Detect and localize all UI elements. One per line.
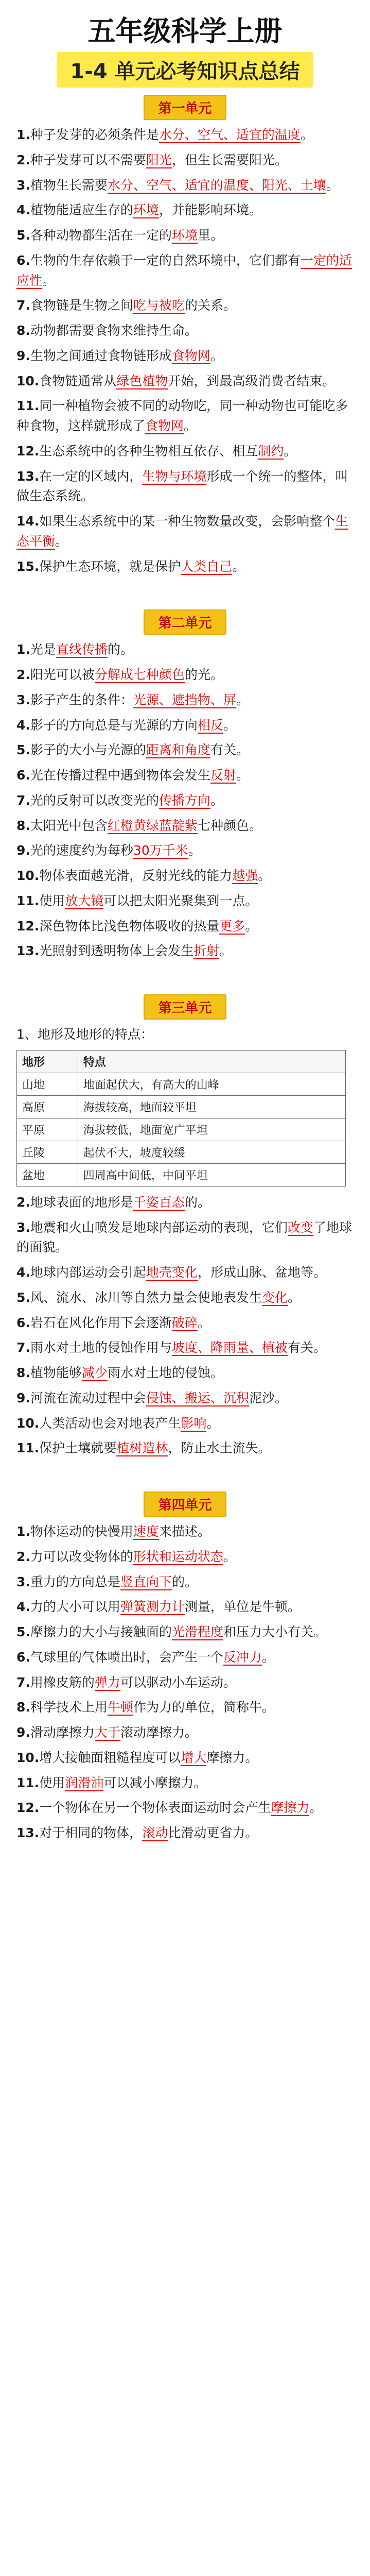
item-text: 一个物体在另一个物体表面运动时会产生 [39,1800,271,1816]
item-keyword: 增大 [181,1750,207,1765]
item-number: 12. [16,443,40,459]
item-number: 4. [16,1265,30,1280]
list-item [16,866,354,886]
item-text: 保护生态环境，就是保护 [39,558,181,574]
unit3-list [16,1193,354,1459]
item-text: 影子产生的条件： [30,692,133,707]
list-item [16,640,354,660]
item-keyword: 植树造林 [116,1440,168,1456]
item-text: 科学技术上用 [30,1700,108,1715]
item-keyword: 弹簧测力计 [120,1599,185,1615]
item-tail: 来描述。 [158,1524,210,1539]
list-item [16,512,354,552]
item-keyword: 折射 [193,943,220,959]
item-tail: 。 [210,348,223,363]
item-keyword: 地壳变化 [146,1265,198,1280]
list-item [16,1193,354,1213]
item-keyword: 水分、空气、适宜的温度、阳光、土壤 [107,177,326,193]
landform-name: 盆地 [17,1163,78,1186]
item-tail: 。 [309,1800,323,1816]
item-number: 9. [16,843,30,858]
item-text: 生物之间通过食物链形成 [30,348,172,363]
item-tail: 。 [261,1649,275,1665]
item-tail: 。 [42,273,56,288]
item-number: 1. [16,642,30,657]
item-tail: 和压力大小有关。 [223,1624,326,1639]
item-keyword: 更多 [219,918,245,934]
list-item [16,1288,354,1308]
landform-name: 山地 [17,1073,78,1095]
item-text: 雨水对土地的侵蚀作用与 [30,1340,172,1355]
landform-name: 平原 [17,1118,78,1141]
list-item [16,296,354,316]
item-text: 太阳光中包含 [30,818,108,833]
item-tail: 摩擦力。 [206,1750,258,1765]
unit4-list [16,1522,354,1843]
item-tail: 可以减小摩擦力。 [103,1775,207,1790]
landform-feature: 四周高中间低，中间平坦 [78,1163,345,1186]
item-tail: 泥沙。 [249,1390,288,1405]
list-item [16,226,354,246]
item-tail: 。 [184,418,197,433]
item-text: 力可以改变物体的 [30,1549,133,1564]
unit2-list [16,640,354,961]
list-item [16,1773,354,1793]
item-keyword: 变化 [261,1290,288,1305]
item-number: 6. [16,768,30,783]
item-keyword: 坡度、降雨量、植被 [171,1340,288,1355]
item-number: 4. [16,1599,30,1615]
item-keyword: 竖直向下 [120,1574,172,1589]
item-keyword: 滚动 [142,1825,168,1840]
item-number: 12. [16,1800,40,1816]
item-text: 食物链通常从 [39,373,117,388]
item-text: 影子的方向总是与光源的方向 [30,717,198,733]
table-row [17,1163,346,1186]
item-keyword: 放大镜 [65,893,104,908]
item-number: 2. [16,1549,30,1564]
item-number: 6. [16,1315,30,1330]
item-text: 光照射到透明物体上会发生 [39,943,194,959]
item-number: 7. [16,792,30,808]
list-item [16,150,354,171]
item-tail: 的。 [171,1574,198,1589]
item-tail: 了地球的面貌。 [16,1219,352,1255]
list-item [16,1522,354,1542]
item-tail: 。 [55,533,68,549]
item-tail: 七种颜色。 [197,818,262,833]
item-keyword: 食物网 [171,348,210,363]
item-text: 光在传播过程中遇到物体会发生 [30,768,210,783]
list-item [16,1313,354,1333]
unit3-heading-wrap [16,994,354,1020]
item-number: 3. [16,1574,30,1589]
item-number: 11. [16,398,40,414]
item-tail: ，但生长需要阳光。 [171,152,288,167]
item-text: 使用 [39,1775,65,1790]
item-keyword: 阳光 [146,152,172,167]
list-item [16,1622,354,1642]
item-tail: 形成一个统一的整体，叫做生态系统。 [16,468,348,504]
item-keyword: 食物网 [145,418,184,433]
landform-feature: 地面起伏大，有高大的山峰 [78,1073,345,1095]
item-number: 9. [16,1390,30,1405]
item-number: 14. [16,514,40,529]
item-tail: 。 [210,792,223,808]
item-tail: 。 [219,943,233,959]
item-text: 力的大小可以用 [30,1599,120,1615]
list-item [16,1388,354,1409]
item-keyword: 光源、遮挡物、屏 [133,692,236,707]
table-row [17,1118,346,1141]
item-keyword: 弹力 [94,1674,120,1690]
item-tail: 测量，单位是牛顿。 [184,1599,301,1615]
list-item [16,200,354,221]
item-keyword: 生态平衡 [16,514,348,549]
item-text: 生态系统中的各种生物相互依存、相互 [39,443,258,459]
table-row [17,1095,346,1118]
unit2-heading-wrap [16,609,354,635]
item-number: 1. [16,127,30,142]
item-tail: 。 [223,1549,236,1564]
item-keyword: 改变 [287,1219,313,1235]
list-item [16,1798,354,1818]
item-text: 如果生态系统中的某一种生物数量改变，会影响整个 [39,514,336,529]
item-number: 3. [16,177,30,193]
unit3-table-caption: 1、地形及地形的特点： [16,1027,153,1042]
page-subtitle: 1-4 单元必考知识点总结 [57,52,313,88]
landform-name: 丘陵 [17,1141,78,1163]
item-tail: ，并能影响环境。 [158,202,262,218]
list-item [16,176,354,196]
item-keyword: 环境 [133,202,159,218]
list-item [16,371,354,392]
item-number: 5. [16,1624,30,1639]
list-item [16,1723,354,1743]
item-number: 13. [16,468,40,484]
item-text: 滑动摩擦力 [30,1725,95,1740]
item-tail: ，防止水土流失。 [168,1440,271,1456]
item-keyword: 润滑油 [65,1775,104,1790]
list-item [16,1698,354,1718]
item-tail: 有关。 [210,742,249,758]
item-text: 地球表面的地形是 [30,1194,133,1210]
item-tail: 的光。 [184,667,223,682]
list-item [16,1263,354,1283]
item-text: 物体运动的快慢用 [30,1524,133,1539]
item-text: 地球内部运动会引起 [30,1265,146,1280]
list-item [16,1218,354,1258]
item-tail: 。 [326,177,339,193]
item-text: 岩石在风化作用下会逐渐 [30,1315,172,1330]
item-tail: 。 [236,768,249,783]
unit2-heading: 第二单元 [144,609,226,635]
landform-feature: 起伏不大，坡度较缓 [78,1141,345,1163]
item-text: 深色物体比浅色物体吸收的热量 [39,918,220,934]
item-number: 2. [16,1194,30,1210]
item-number: 13. [16,943,40,959]
item-text: 种子发芽可以不需要 [30,152,146,167]
landform-table-wrap [16,1050,354,1187]
item-text: 在一定的区域内， [39,468,143,484]
item-tail: 作为力的单位，简称牛。 [133,1700,275,1715]
item-tail: 里。 [197,228,223,243]
item-keyword: 摩擦力 [271,1800,310,1816]
list-item [16,841,354,861]
item-number: 8. [16,1365,30,1380]
item-keyword: 大于 [94,1725,120,1740]
unit3-heading: 第三单元 [144,994,226,1020]
item-keyword: 直线传播 [56,642,108,657]
list-item [16,467,354,507]
item-keyword: 牛顿 [107,1700,133,1715]
item-number: 2. [16,152,30,167]
list-item [16,321,354,341]
item-keyword: 一定的适应性 [16,252,352,288]
item-tail: 。 [258,868,271,883]
item-tail: 比滑动更省力。 [168,1825,258,1840]
item-tail: 。 [245,918,258,934]
item-keyword: 影响 [181,1415,207,1431]
item-text: 植物生长需要 [30,177,108,193]
item-text: 摩擦力的大小与接触面的 [30,1624,172,1639]
item-text: 光是 [30,642,56,657]
list-item [16,1338,354,1358]
item-keyword: 吃与被吃 [133,298,185,313]
list-item [16,1648,354,1668]
item-keyword: 制约 [258,443,284,459]
item-text: 河流在流动过程中会 [30,1390,146,1405]
item-number: 11. [16,1775,40,1790]
item-number: 6. [16,1649,30,1665]
item-text: 同一种植物会被不同的动物吃，同一种动物也可能吃多种食物，这样就形成了 [16,398,348,433]
item-tail: 开始，到最高级消费者结束。 [168,373,336,388]
item-text: 生物的生存依赖于一定的自然环境中，它们都有 [30,252,301,268]
item-text: 阳光可以被 [30,667,95,682]
item-text: 风、流水、冰川等自然力量会使地表发生 [30,1290,262,1305]
item-number: 3. [16,692,30,707]
list-item [16,557,354,577]
list-item [16,1748,354,1768]
item-tail: 可以驱动小车运动。 [120,1674,236,1690]
item-tail: 可以把太阳光聚集到一点。 [103,893,258,908]
item-tail: 。 [300,127,313,142]
item-text: 重力的方向总是 [30,1574,120,1589]
item-number: 5. [16,228,30,243]
list-item [16,766,354,786]
item-tail: 有关。 [287,1340,326,1355]
item-number: 15. [16,558,40,574]
unit4-heading: 第四单元 [144,1492,226,1517]
page-title: 五年级科学上册 [87,15,283,47]
list-item [16,716,354,736]
item-keyword: 水分、空气、适宜的温度 [158,127,301,142]
item-number: 7. [16,298,30,313]
item-text: 增大接触面粗糙程度可以 [39,1750,181,1765]
unit4-heading-wrap [16,1492,354,1517]
item-text: 人类活动也会对地表产生 [39,1415,181,1431]
item-text: 食物链是生物之间 [30,298,133,313]
item-number: 12. [16,918,40,934]
item-text: 地震和火山喷发是地球内部运动的表现，它们 [30,1219,288,1235]
list-item [16,251,354,291]
list-item [16,396,354,436]
item-text: 植物能适应生存的 [30,202,133,218]
item-number: 10. [16,1750,40,1765]
item-keyword: 红橙黄绿蓝靛紫 [107,818,198,833]
item-number: 4. [16,202,30,218]
item-number: 6. [16,252,30,268]
item-keyword: 人类自己 [181,558,233,574]
item-number: 10. [16,868,40,883]
item-tail: ，形成山脉、盆地等。 [197,1265,326,1280]
list-item [16,125,354,145]
item-tail: 。 [232,558,245,574]
item-number: 8. [16,323,30,338]
item-text: 种子发芽的必须条件是 [30,127,159,142]
item-keyword: 减少 [81,1365,108,1380]
list-item [16,690,354,710]
item-keyword: 速度 [133,1524,159,1539]
list-item [16,442,354,462]
item-text: 影子的大小与光源的 [30,742,146,758]
item-keyword: 分解成七种颜色 [94,667,185,682]
item-number: 5. [16,742,30,758]
landform-feature: 海拔较高，地面较平坦 [78,1095,345,1118]
item-number: 4. [16,717,30,733]
item-tail: 。 [287,1290,301,1305]
item-number: 9. [16,348,30,363]
list-item [16,346,354,366]
item-keyword: 破碎 [171,1315,198,1330]
item-tail: 。 [284,443,297,459]
item-text: 动物都需要食物来维持生命。 [30,323,198,338]
item-number: 7. [16,1674,30,1690]
item-text: 各种动物都生活在一定的 [30,228,172,243]
list-item [16,1673,354,1693]
item-keyword: 生物与环境 [142,468,207,484]
item-number: 2. [16,667,30,682]
list-item [16,1438,354,1459]
item-number: 11. [16,893,40,908]
list-item [16,891,354,911]
item-text: 使用 [39,893,65,908]
item-text: 气球里的气体喷出时，会产生一个 [30,1649,223,1665]
item-text: 植物能够 [30,1365,82,1380]
list-item [16,665,354,685]
item-keyword: 绿色植物 [116,373,168,388]
item-number: 1. [16,1524,30,1539]
list-item [16,1823,354,1843]
list-item [16,1547,354,1567]
landform-table [16,1050,346,1187]
table-header: 特点 [78,1050,345,1073]
unit1-list [16,125,354,577]
item-keyword: 距离和角度 [146,742,210,758]
item-number: 10. [16,1415,40,1431]
item-tail: 。 [188,843,201,858]
item-keyword: 环境 [171,228,198,243]
item-keyword: 30万千米 [133,843,188,858]
item-tail: 。 [223,717,236,733]
item-tail: 雨水对土地的侵蚀。 [107,1365,223,1380]
item-tail: 。 [197,1315,210,1330]
list-item [16,1597,354,1617]
item-tail: 。 [206,1415,220,1431]
item-keyword: 形状和运动状态 [133,1549,223,1564]
item-keyword: 反射 [210,768,236,783]
list-item [16,1363,354,1383]
table-row [17,1073,346,1095]
item-number: 3. [16,1219,30,1235]
landform-feature: 海拔较低，地面宽广平坦 [78,1118,345,1141]
item-keyword: 传播方向 [158,792,210,808]
item-text: 物体表面越光滑，反射光线的能力 [39,868,233,883]
item-tail: 的。 [107,642,133,657]
table-header: 地形 [17,1050,78,1073]
item-number: 9. [16,1725,30,1740]
item-text: 对于相同的物体， [39,1825,143,1840]
list-item [16,740,354,760]
item-number: 5. [16,1290,30,1305]
item-keyword: 相反 [197,717,223,733]
item-number: 8. [16,1700,30,1715]
landform-name: 高原 [17,1095,78,1118]
list-item [16,1414,354,1434]
item-tail: 的关系。 [184,298,236,313]
unit1-heading-wrap [16,95,354,120]
item-keyword: 反冲力 [223,1649,262,1665]
item-number: 11. [16,1440,40,1456]
list-item [16,941,354,961]
item-text: 光的速度约为每秒 [30,843,133,858]
list-item [16,816,354,836]
item-keyword: 光滑程度 [171,1624,223,1639]
unit1-heading: 第一单元 [144,95,226,120]
item-tail: 的。 [184,1194,210,1210]
item-keyword: 侵蚀、搬运、沉积 [146,1390,249,1405]
item-text: 保护土壤就要 [39,1440,117,1456]
item-keyword: 千姿百态 [133,1194,185,1210]
item-tail: 。 [236,692,249,707]
item-number: 10. [16,373,40,388]
item-text: 用橡皮筋的 [30,1674,95,1690]
item-text: 光的反射可以改变光的 [30,792,159,808]
item-number: 8. [16,818,30,833]
list-item [16,791,354,811]
item-tail: 滚动摩擦力。 [120,1725,198,1740]
item-keyword: 越强 [232,868,258,883]
item-number: 13. [16,1825,40,1840]
list-item [16,1572,354,1592]
list-item [16,917,354,937]
table-row [17,1141,346,1163]
item-number: 7. [16,1340,30,1355]
